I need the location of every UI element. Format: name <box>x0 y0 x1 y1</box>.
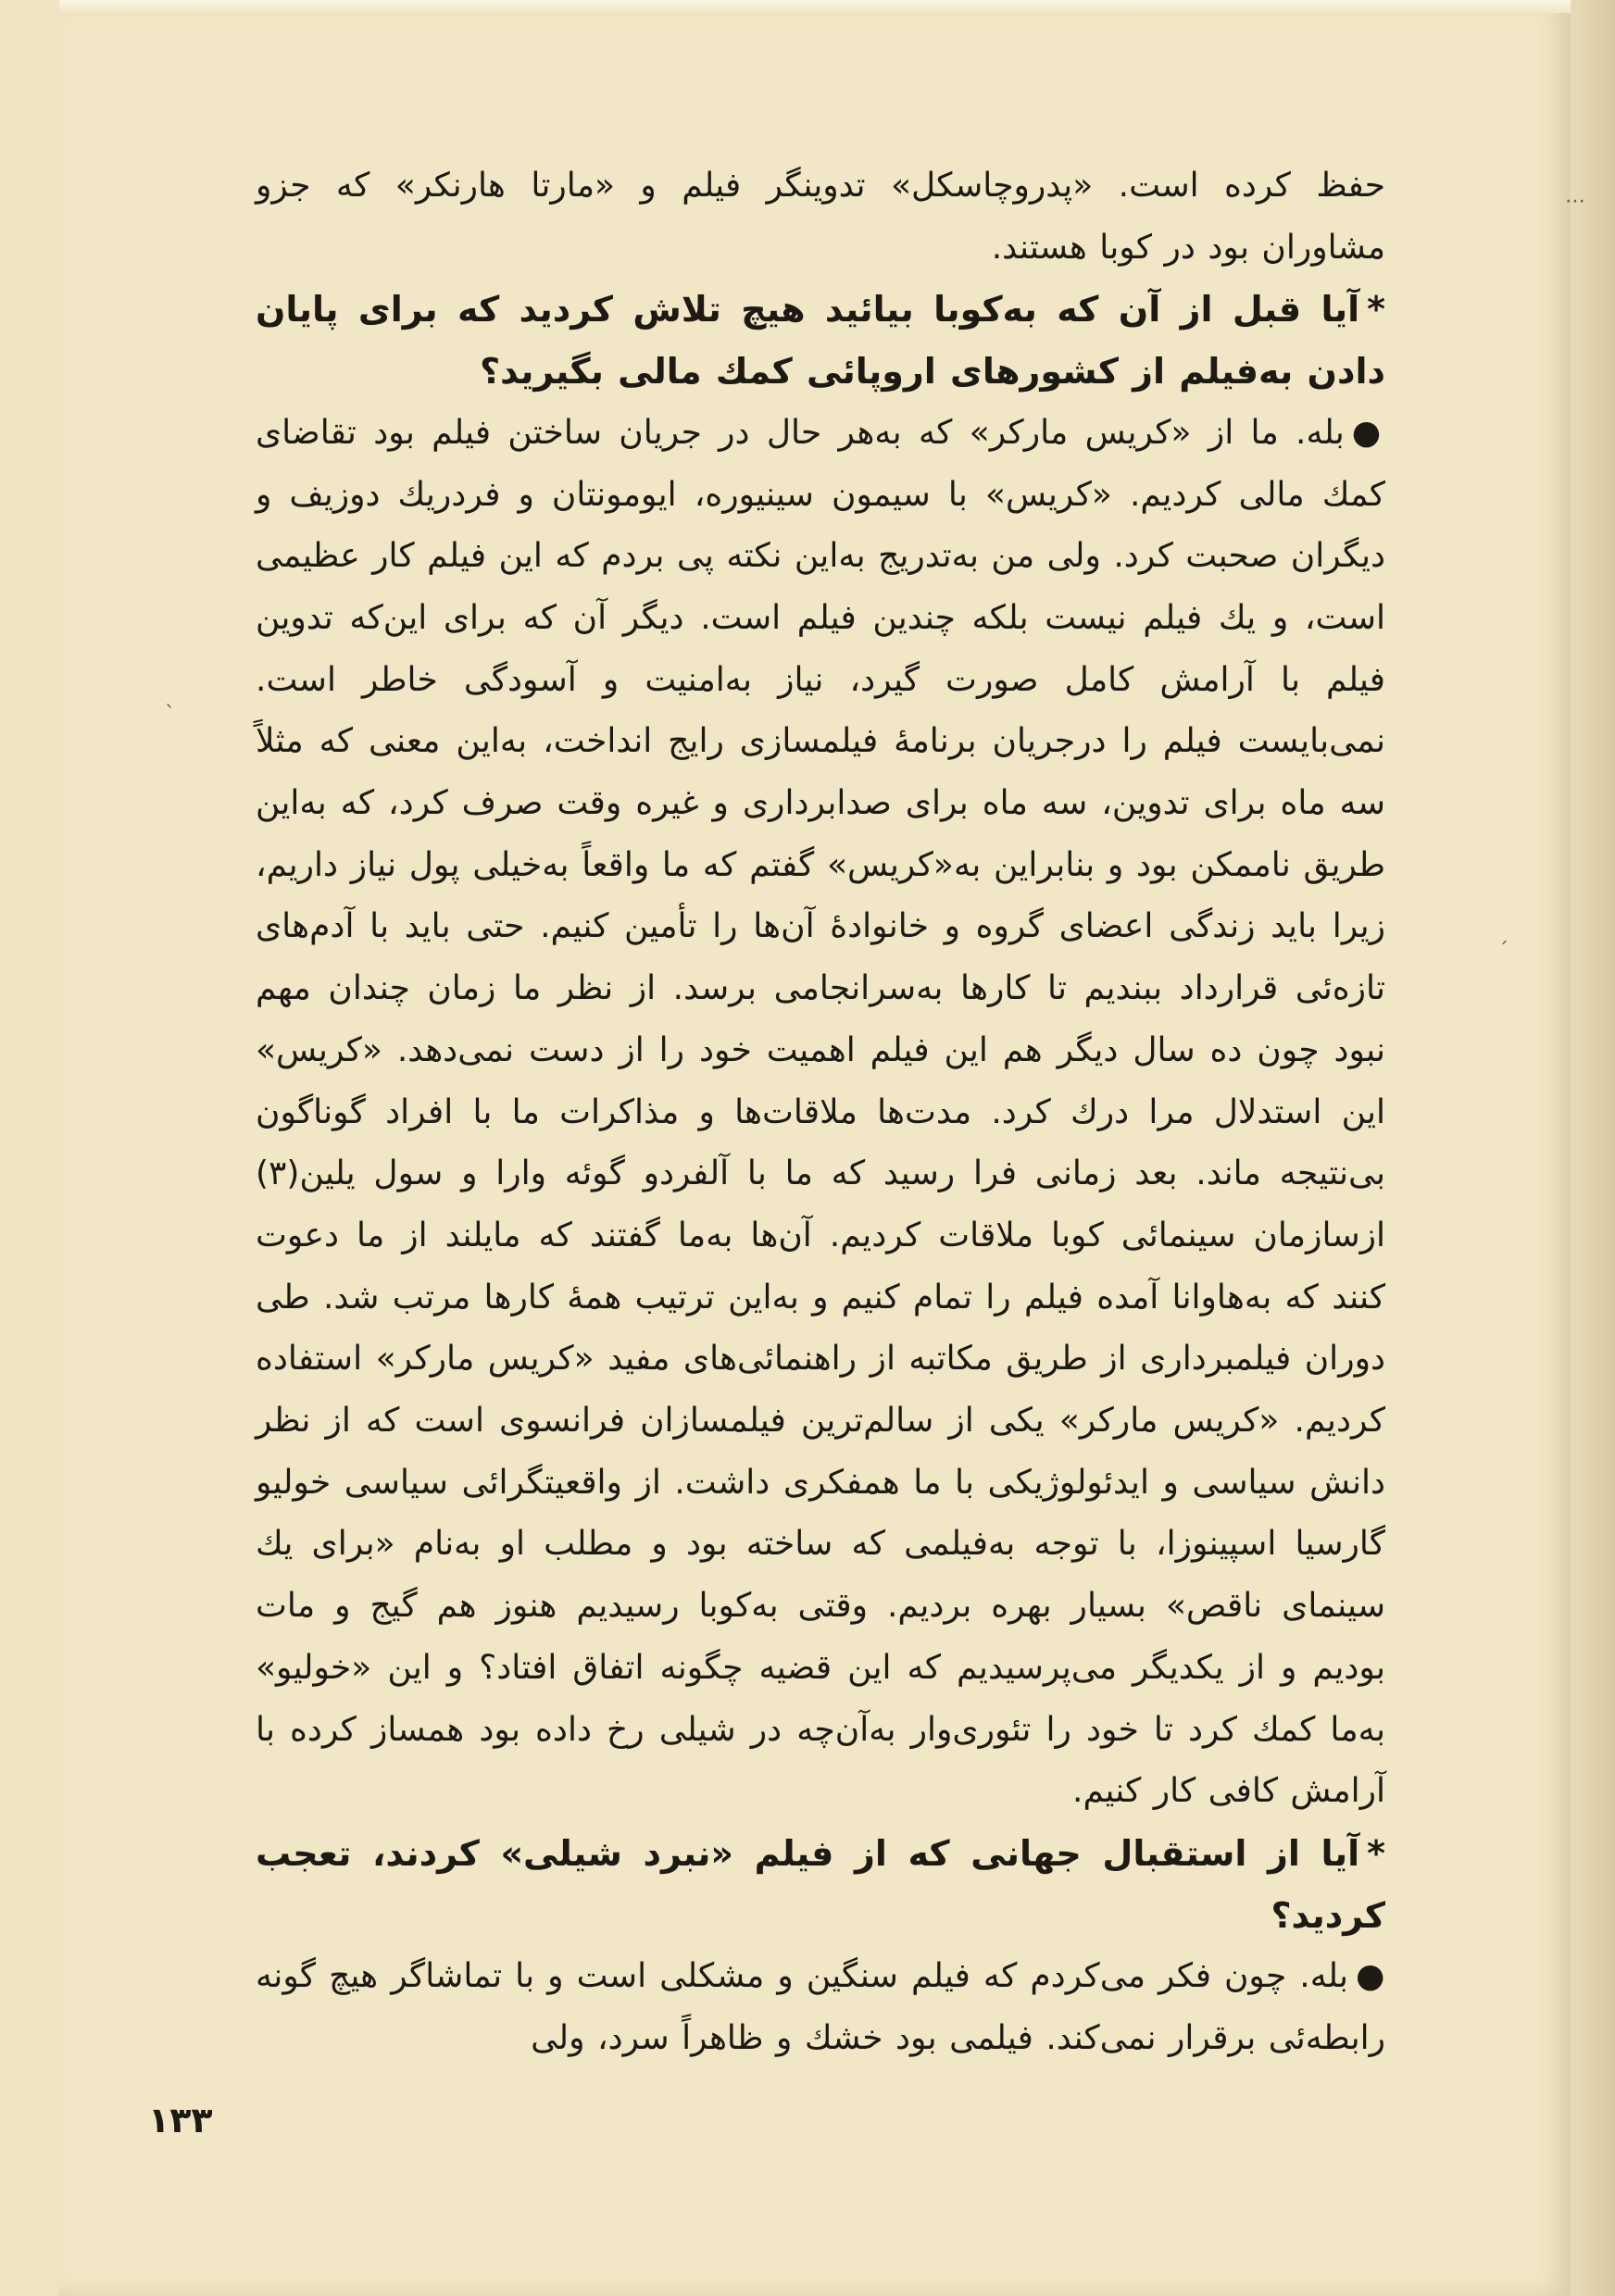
page-number: ۱۳۳ <box>148 2100 213 2140</box>
answer-text: بله. ما از «کریس مارکر» که به‌هر حال در جریان ساختن فیلم بود تقاضای کمك مالی کردیم. «کریس» با سیمون سینیوره، ایومونتان و فردریك دوزیف و دیگران صحبت کرد. ولی من به‌تدریج به‌این نکته پی بردم که این فیلم کار عظیمی است، و یك فیلم نیست بلکه چندین فیلم است. دیگر آن که برای این‌که تدوین فیلم با آرامش کامل صورت گیرد، نیاز به‌امنیت و آسودگی خاطر است. نمی‌بایست فیلم را درجریان برنامهٔ فیلمسازی رایج انداخت، به‌این معنی که مثلاً سه ماه برای تدوین، سه ماه برای صدابرداری و غیره وقت صرف کرد، که به‌این طریق ناممکن بود و بنابراین به«کریس» گفتم که ما واقعاً به‌خیلی پول نیاز داریم، زیرا باید زندگی اعضای گروه و خانوادهٔ آن‌ها را تأمین کنیم. حتی باید با آدم‌های تازه‌ئی قرارداد ببندیم تا کارها به‌سرانجامی برسد. از نظر ما زمان چندان مهم نبود چون ده سال دیگر هم این فیلم اهمیت خود را از دست نمی‌دهد. «کریس» این استدلال مرا درك کرد. مدت‌ها ملاقات‌ها و مذاکرات ما با افراد گوناگون بی‌نتیجه ماند. بعد زمانی فرا رسید که ما با آلفردو گوئه وارا و سول یلین(۳) ازسازمان سینمائی کوبا ملاقات کردیم. آن‌ها به‌ما گفتند که مایلند از ما دعوت کنند که به‌هاوانا آمده فیلم را تمام کنیم و به‌این ترتیب همهٔ کارها مرتب شد. طی دوران فیلمبرداری از طریق مکاتبه از راهنمائی‌های مفید «کریس مارکر» استفاده کردیم. «کریس مارکر» یکی از سالم‌ترین فیلمسازان فرانسوی است که از نظر دانش سیاسی و ایدئولوژیکی با ما همفکری داشت. از واقعیتگرائی سیاسی خولیو گارسیا اسپینوزا، با توجه به‌فیلمی که ساخته بود و مطلب او به‌نام «برای یك سینمای ناقص» بسیار بهره بردیم. وقتی به‌کوبا رسیدیم هنوز هم گیج و مات بودیم و از یکدیگر می‌پرسیدیم که این قضیه چگونه اتفاق افتاد؟ و این «خولیو» به‌ما کمك کرد تا خود را تئوری‌وار به‌آن‌چه در شیلی رخ داده بود همساز کرده با آرامش کافی کار کنیم. <box>256 413 1385 1811</box>
margin-smudge: ⋯ <box>1565 190 1585 213</box>
paragraph-text: حفظ کرده است. «پدروچاسکل» تدوینگر فیلم و «مارتا هارنکر» که جزو مشاوران بود در کوبا هستند. <box>256 167 1385 267</box>
paragraph-intro <box>256 156 1385 279</box>
margin-smudge: ˎ <box>165 685 175 708</box>
answer-marker: ● <box>1351 413 1385 452</box>
interview-answer <box>256 403 1385 1823</box>
margin-smudge: ˊ <box>1498 940 1509 963</box>
interview-question <box>256 1823 1385 1946</box>
interview-answer <box>256 1946 1385 2069</box>
question-marker: * <box>1367 289 1385 331</box>
question-text: آیا از استقبال جهانی که از فیلم «نبرد شیلی» کردند، تعجب کردید؟ <box>256 1832 1385 1936</box>
question-text: آیا قبل از آن که به‌کوبا بیائید هیچ تلاش کردید که برای پایان دادن به‌فیلم از کشورهای اروپائی کمك مالی بگیرید؟ <box>256 289 1385 393</box>
interview-question <box>256 279 1385 402</box>
answer-marker: ● <box>1355 1957 1385 1996</box>
body-text <box>256 156 1385 2070</box>
page-top-edge <box>59 0 1571 13</box>
question-marker: * <box>1367 1832 1385 1874</box>
answer-text: بله. چون فکر می‌کردم که فیلم سنگین و مشکلی است و با تماشاگر هیچ گونه رابطه‌ئی برقرار نمی‌کند. فیلمی بود خشك و ظاهراً سرد، ولی <box>256 1957 1385 2058</box>
